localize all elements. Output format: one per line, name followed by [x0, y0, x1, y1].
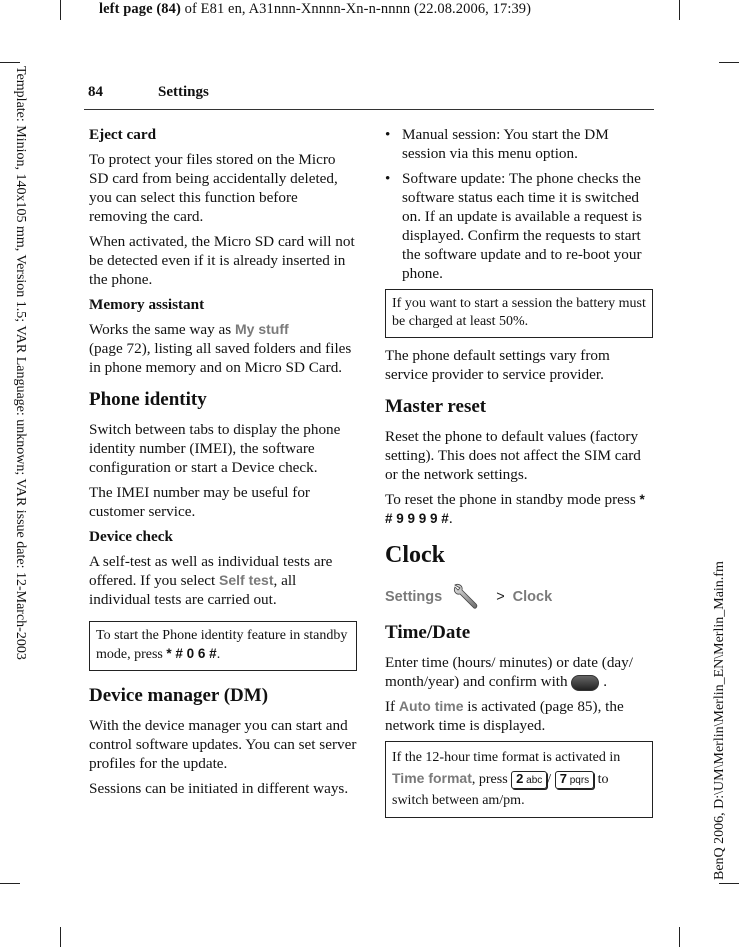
device-manager-para-2: Sessions can be initiated in different ways. [89, 780, 349, 797]
key-7-icon [555, 771, 594, 789]
print-header-rest: of E81 en, A31nnn-Xnnnn-Xn-n-nnnn (22.08.2006, 17:39) [180, 1, 532, 17]
auto-time-link: Auto time [398, 698, 464, 714]
crop-mark [719, 62, 739, 63]
file-path-vertical: BenQ 2006, D:\UM\Merlin\Merlin_EN\Merlin_Main.fm [712, 561, 727, 880]
menu-path-separator: > [496, 588, 505, 605]
time-date-heading: Time/Date [385, 622, 471, 643]
dm-session-list [385, 125, 653, 283]
text: . [448, 510, 453, 527]
wrench-icon [450, 581, 482, 613]
text: . [216, 647, 221, 662]
text: Enter time (hours/ minutes) or date (day/ month/year) and confirm with [385, 654, 633, 690]
crop-mark [60, 0, 61, 20]
phone-identity-note [89, 621, 357, 671]
eject-card-para-1: To protect your files stored on the Micro SD card from being accidentally deleted, you can select this function before removing the card. [89, 151, 338, 225]
key-7-letters: pqrs [569, 774, 590, 786]
memory-assistant-para [89, 320, 357, 377]
text: To start the Phone identity feature in standby mode, press [96, 628, 348, 662]
crop-mark [60, 927, 61, 947]
text: If [385, 698, 399, 715]
key-sequence: * # 0 6 # [166, 646, 217, 661]
master-reset-heading: Master reset [385, 396, 487, 417]
page-number: 84 [88, 84, 103, 100]
key-2-icon [511, 771, 547, 789]
key-2-number: 2 [516, 770, 524, 786]
device-manager-para-1: With the device manager you can start and control software updates. You can set server profiles for the update. [89, 717, 357, 772]
text: / [547, 772, 552, 787]
master-reset-para-1: Reset the phone to default values (factory setting). This does not affect the SIM card or the network settings. [385, 428, 641, 483]
key-sequence: * # 9 9 9 9 # [385, 492, 645, 526]
eject-card-para-2: When activated, the Micro SD card will not be detected even if it is already inserted in the phone. [89, 233, 355, 288]
clock-heading: Clock [385, 542, 445, 568]
key-7-number: 7 [559, 770, 567, 786]
menu-path-clock: Clock [512, 588, 553, 605]
battery-note: If you want to start a session the battery must be charged at least 50%. [385, 289, 653, 338]
text: is activated (page 85), the network time is displayed. [385, 698, 624, 734]
left-column [89, 125, 357, 804]
crop-mark [0, 883, 20, 884]
time-format-note [385, 741, 653, 818]
crop-mark [679, 927, 680, 947]
menu-path-settings: Settings [385, 588, 443, 605]
text: Works the same way as [89, 321, 235, 338]
text: (page 72), listing all saved folders and files in phone memory and on Micro SD Card. [89, 340, 352, 376]
crop-mark [679, 0, 680, 20]
print-header [99, 1, 531, 18]
text: A self-test as well as individual tests are offered. If you select [89, 553, 333, 589]
menu-path [385, 580, 653, 614]
key-2-letters: abc [526, 774, 543, 786]
eject-card-heading: Eject card [89, 126, 157, 143]
section-title: Settings [158, 84, 209, 100]
text: , all individual tests are carried out. [89, 572, 297, 608]
list-item: • Software update: The phone checks the software status each time it is switched on. If an update is available a request is displayed. Confirm the requests to start the software update and to re-boot your phone. [385, 169, 653, 283]
phone-identity-para-2: The IMEI number may be useful for customer service. [89, 484, 310, 520]
device-manager-heading: Device manager (DM) [89, 685, 269, 706]
default-settings-para: The phone default settings vary from service provider to service provider. [385, 347, 610, 383]
device-check-heading: Device check [89, 528, 173, 545]
time-date-para-2 [385, 697, 653, 735]
device-check-para [89, 552, 357, 609]
phone-identity-heading: Phone identity [89, 389, 207, 410]
text: , press [471, 772, 512, 787]
header-rule [84, 109, 654, 110]
text: . [603, 673, 608, 690]
right-column [385, 125, 653, 826]
center-key-icon [571, 675, 599, 691]
phone-identity-para-1: Switch between tabs to display the phone identity number (IMEI), the software configuration or start a Device check. [89, 421, 341, 476]
time-date-para-1 [385, 653, 653, 691]
my-stuff-link: My stuff [234, 321, 289, 337]
text: To reset the phone in standby mode press [385, 491, 640, 508]
master-reset-para-2 [385, 490, 653, 528]
template-info-vertical: Template: Minion, 140x105 mm, Version 1.5; VAR Language: unknown; VAR issue date: 12-March-2003 [13, 66, 28, 660]
text: If the 12-hour time format is activated in [392, 750, 621, 765]
text: to switch between am/pm. [392, 772, 609, 808]
list-item: • Manual session: You start the DM session via this menu option. [385, 125, 653, 163]
self-test-link: Self test [219, 572, 274, 588]
print-header-bold: left page (84) [99, 1, 181, 17]
memory-assistant-heading: Memory assistant [89, 296, 205, 313]
crop-mark [719, 883, 739, 884]
crop-mark [0, 62, 20, 63]
time-format-link: Time format [392, 770, 472, 786]
